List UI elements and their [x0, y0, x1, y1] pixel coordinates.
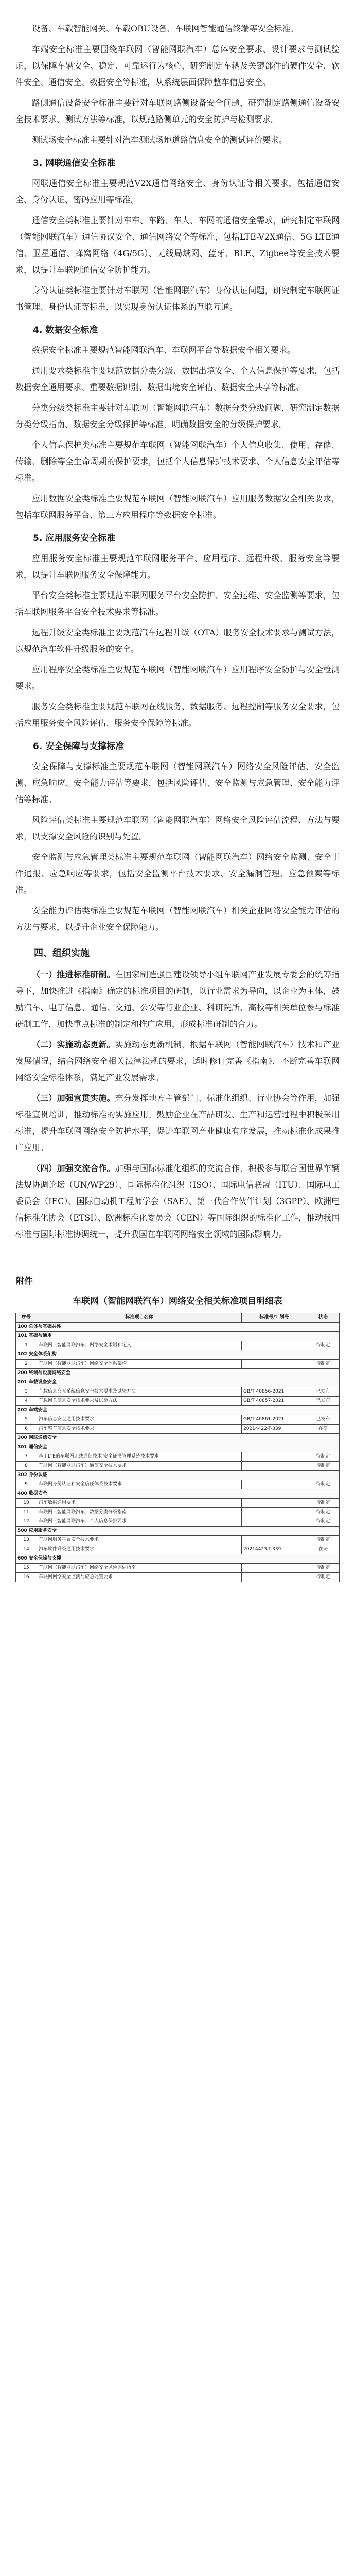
section-network-communication [15, 156, 340, 315]
cell-status: 已发布 [307, 1387, 340, 1397]
table-body [16, 1323, 340, 1582]
cell-code [242, 1517, 307, 1527]
table-row [16, 1480, 340, 1489]
column-header: 标准项目名称 [37, 1313, 242, 1323]
section-label: 102 安全体系架构 [16, 1350, 340, 1360]
paragraph: 车端安全标准主要围绕车联网（智能网联汽车）总体安全要求、设计要求与测试验证，以保障车辆安全、稳定、可靠运行为核心，研究制定车辆及关键部件的硬件安全、软件安全、通信安全、数据安全等标准，从系统层面保障整车信息安全。 [15, 44, 340, 87]
section-security-support [15, 739, 340, 936]
section-label: 302 身份认证 [16, 1471, 340, 1480]
table-section-row [16, 1489, 340, 1499]
paragraph: 数据安全标准主要规范智能网联汽车、车联网平台等数据安全相关要求。 [32, 345, 296, 355]
cell-status: 待制定 [307, 1462, 340, 1471]
paragraph [15, 1090, 340, 1156]
section-application-service [15, 531, 340, 732]
cell-status: 已发布 [307, 1415, 340, 1425]
table-row [16, 1499, 340, 1508]
paragraph-lead: （四）加强交流合作。 [32, 1163, 115, 1173]
cell-name: 车联网网络安全监测与应急处置要求 [37, 1573, 242, 1582]
paragraph: 通用要求类标准主要规范数据分类分级、数据出境安全、个人信息保护等要求，包括数据安全通用要求、重要数据识别、数据出境安全评估、数据安全共享等标准。 [15, 366, 340, 392]
cell-code [242, 1480, 307, 1489]
cell-status: 待制定 [307, 1573, 340, 1582]
paragraph: 身份认证类标准主要针对车联网（智能网联汽车）身份认证问题，研究制定车联网证书管理、身份认证等标准，以实现身份认证体系的互联互通。 [15, 285, 340, 312]
cell-code [242, 1564, 307, 1573]
cell-name: 车联网（智能网联汽车）网络安全风险评估指南 [37, 1564, 242, 1573]
column-header: 状态 [307, 1313, 340, 1323]
paragraph: 平台安全类标准主要规范车联网服务平台安全防护、安全运维、安全监测等要求，包括车联网服务平台安全技术要求等标准。 [15, 590, 340, 617]
cell-number: 5 [16, 1415, 37, 1425]
paragraph-lead: （二）实施动态更新。 [32, 1040, 115, 1049]
paragraph: 应用数据安全类标准主要规范车联网（智能网联汽车）应用服务数据安全相关要求，包括车联网服务平台、第三方应用程序等数据安全标准。 [15, 494, 340, 520]
cell-number: 9 [16, 1480, 37, 1489]
standards-table [15, 1313, 340, 1582]
table-row [16, 1508, 340, 1517]
cell-number: 13 [16, 1536, 37, 1545]
paragraph: 个人信息保护类标准主要规范车联网（智能网联汽车）个人信息收集、使用、存储、传输、删除等全生命周期的保护要求，包括个人信息保护技术要求、个人信息安全评估等标准。 [15, 440, 340, 483]
paragraph-lead: （三）加强宣贯实施。 [32, 1093, 115, 1103]
cell-status: 待制定 [307, 1452, 340, 1462]
cell-number: 11 [16, 1508, 37, 1517]
cell-code: GB/T 40856-2021 [242, 1387, 307, 1397]
table-row [16, 1536, 340, 1545]
section-label: 301 通信安全 [16, 1443, 340, 1452]
table-row [16, 1573, 340, 1582]
table-row [16, 1462, 340, 1471]
table-row [16, 1387, 340, 1397]
cell-name: 汽车信息安全通用技术要求 [37, 1415, 242, 1425]
cell-status: 待制定 [307, 1508, 340, 1517]
cell-name: 车联网（智能网联汽车）个人信息保护要求 [37, 1517, 242, 1527]
cell-name: 汽车数据通用要求 [37, 1499, 242, 1508]
cell-number: 2 [16, 1360, 37, 1369]
cell-code: GB/T 40861-2021 [242, 1415, 307, 1425]
column-header: 序号 [16, 1313, 37, 1323]
paragraph-text: 在国家制造强国建设领导小组车联网产业发展专委会的统筹指导下，加快推进《指南》确定的标准项目的研制，以行业需求为导向，以企业为主体，鼓励汽车、电子信息、通信、交通、公安等行业企业、科研院所、高校等相关单位参与标准研制工作，加快重点标准的制定和推广应用，形成标准研制的合力。 [15, 970, 340, 1029]
section-label: 202 车端安全 [16, 1406, 340, 1415]
cell-number: 7 [16, 1452, 37, 1462]
table-row [16, 1545, 340, 1554]
section-label: 500 应用服务安全 [16, 1527, 340, 1536]
cell-name: 车联网（智能网联汽车）数据分类分级指南 [37, 1508, 242, 1517]
paragraph: 应用服务安全标准主要规范车联网服务平台、应用程序、远程升级、服务安全等要求，以提升车联网服务安全保障能力。 [15, 553, 340, 580]
cell-code: 20214423-T-339 [242, 1545, 307, 1554]
table-section-row [16, 1554, 340, 1564]
document-body [15, 21, 340, 1582]
cell-status: 在研 [307, 1425, 340, 1434]
paragraph: 远程升级安全类标准主要规范汽车远程升级（OTA）服务安全技术要求与测试方法，以规范汽车软件升级服务的安全。 [15, 628, 340, 654]
cell-status: 待制定 [307, 1360, 340, 1369]
section-label: 400 数据安全 [16, 1489, 340, 1499]
paragraph-text: 加强与国际标准化组织的交流合作，积极参与联合国世界车辆法规协调论坛（UN/WP29）、国际标准化组织（ISO）、国际电信联盟（ITU）、国际电工委员会（IEC）、国际自动机工程师学会（SAE）、第三代合作伙伴计划（3GPP）、欧洲电信标准化协会（ETSI）、欧洲标准化委员会（CEN）等国际组织的标准化工作，推动我国标准与国际标准协调统一，提升我国在车联网网络安全领域的国际影响力。 [15, 1163, 340, 1239]
section-data-security [15, 323, 340, 523]
table-row [16, 1517, 340, 1527]
paragraph [15, 1037, 340, 1086]
paragraph-text: 实施动态更新机制，根据车联网（智能网联汽车）技术和产业发展情况，结合网络安全相关法律法规的要求，适时修订完善《指南》，不断完善车联网网络安全标准体系，满足产业发展需求。 [15, 1040, 340, 1082]
cell-name: 基于LTE的车联网无线通信技术 安全证书管理系统技术要求 [37, 1452, 242, 1462]
cell-name: 车联网（智能网联汽车）网络安全体系架构 [37, 1360, 242, 1369]
table-section-row [16, 1527, 340, 1536]
cell-name: 车联网服务平台安全技术要求 [37, 1536, 242, 1545]
cell-status: 在研 [307, 1545, 340, 1554]
cell-number: 6 [16, 1425, 37, 1434]
appendix-section [15, 1274, 340, 1582]
table-section-row [16, 1323, 340, 1332]
cell-number: 1 [16, 1341, 37, 1350]
cell-status: 已发布 [307, 1397, 340, 1406]
cell-name: 汽车软件升级通用技术要求 [37, 1545, 242, 1554]
cell-code [242, 1573, 307, 1582]
table-row [16, 1564, 340, 1573]
cell-code [242, 1452, 307, 1462]
cell-status: 待制定 [307, 1536, 340, 1545]
section-heading: 6. 安全保障与支撑标准 [33, 741, 125, 752]
cell-status: 待制定 [307, 1517, 340, 1527]
cell-code: GB/T 40857-2021 [242, 1397, 307, 1406]
table-section-row [16, 1369, 340, 1378]
cell-name: 车载信息交互系统信息安全技术要求及试验方法 [37, 1387, 242, 1397]
cell-number: 4 [16, 1397, 37, 1406]
cell-name: 车联网（智能网联汽车）通信安全技术要求 [37, 1462, 242, 1471]
cell-number: 10 [16, 1499, 37, 1508]
paragraph: 应用程序安全类标准主要规范车联网（智能网联汽车）应用程序安全防护与安全检测要求。 [15, 665, 340, 691]
cell-status: 待制定 [307, 1480, 340, 1489]
section-label: 200 终端与设施网络安全 [16, 1369, 340, 1378]
paragraph: 服务安全类标准主要规范车联网在线服务、数据服务、远程控制等服务安全要求，包括应用服务安全风险评估、服务安全保障等标准。 [15, 702, 340, 728]
appendix-label: 附件 [15, 1276, 33, 1286]
paragraph: 设备、车载智能网关、车载OBU设备、车联网智能通信终端等安全标准。 [32, 24, 299, 33]
section-heading: 3. 网联通信安全标准 [33, 158, 116, 168]
cell-status: 待制定 [307, 1341, 340, 1350]
chapter-heading: 四、组织实施 [34, 948, 90, 959]
cell-name: 车联网身份认证和安全信任体系技术要求 [37, 1480, 242, 1489]
cell-number: 12 [16, 1517, 37, 1527]
column-header: 标准号/计划号 [242, 1313, 307, 1323]
section-organization [15, 945, 340, 1243]
cell-name: 车载网关信息安全技术要求及试验方法 [37, 1397, 242, 1406]
cell-number: 8 [16, 1462, 37, 1471]
paragraph: 安全监测与应急管理类标准主要规范车联网（智能网联汽车）网络安全监测、安全事件通报、应急响应等要求，包括安全监测平台技术要求、安全漏洞管理、应急预案等标准。 [15, 852, 340, 895]
paragraph [15, 1160, 340, 1243]
section-label: 600 安全保障与支撑 [16, 1554, 340, 1564]
table-section-row [16, 1350, 340, 1360]
paragraph: 安全保障与支撑标准主要规范车联网（智能网联汽车）网络安全风险评估、安全监测、应急响应、安全能力评估等要求，包括风险评估、安全监测与应急管理、安全能力评估等标准。 [15, 761, 340, 804]
paragraph: 安全能力评估类标准主要规范车联网（智能网联汽车）相关企业网络安全能力评估的方法与要求，以提升企业安全保障能力。 [15, 906, 340, 932]
table-row [16, 1360, 340, 1369]
cell-number: 15 [16, 1564, 37, 1573]
table-header-row [16, 1313, 340, 1323]
cell-code [242, 1462, 307, 1471]
table-row [16, 1425, 340, 1434]
table-row [16, 1452, 340, 1462]
cell-number: 16 [16, 1573, 37, 1582]
cell-number: 14 [16, 1545, 37, 1554]
cell-status: 待制定 [307, 1499, 340, 1508]
cell-code: 20214422-T-339 [242, 1425, 307, 1434]
cell-number: 3 [16, 1387, 37, 1397]
section-label: 201 车载设备安全 [16, 1378, 340, 1387]
cell-code [242, 1536, 307, 1545]
table-row [16, 1415, 340, 1425]
paragraph: 分类分级类标准主要针对车联网（智能网联汽车）数据分类分级问题，研究制定数据分类分级指南、数据安全分级保护等标准，明确数据安全的分级保护要求。 [15, 403, 340, 429]
cell-status: 待制定 [307, 1564, 340, 1573]
paragraph: 网联通信安全标准主要规范V2X通信网络安全、身份认证等相关要求，包括通信安全、身份认证、密码应用等标准。 [15, 178, 340, 205]
cell-code [242, 1508, 307, 1517]
paragraph: 路侧通信设备安全标准主要针对车联网路侧设备安全问题，研究制定路侧通信设备安全技术要求、测试方法等标准，以规范路侧单元的安全防护与检测要求。 [15, 98, 340, 124]
section-heading: 5. 应用服务安全标准 [33, 533, 116, 544]
table-section-row [16, 1443, 340, 1452]
section-label: 101 基础与通用 [16, 1332, 340, 1341]
cell-code [242, 1341, 307, 1350]
paragraph-text: 充分发挥地方主管部门、标准化组织、行业协会等作用，加强标准宣贯培训，推动标准的实施应用。鼓励企业在产品研发、生产和运营过程中积极采用标准，提升车联网网络安全防护水平，促进车联网产业健康有序发展，推动标准化成果推广应用。 [15, 1093, 340, 1153]
cell-code [242, 1499, 307, 1508]
cell-name: 汽车整车信息安全技术要求 [37, 1425, 242, 1434]
table-section-row [16, 1434, 340, 1443]
appendix-table-title: 车联网（智能网联汽车）网络安全相关标准项目明细表 [73, 1296, 282, 1307]
table-section-row [16, 1378, 340, 1387]
table-section-row [16, 1471, 340, 1480]
paragraph [15, 967, 340, 1032]
section-label: 300 网联通信安全 [16, 1434, 340, 1443]
cell-name: 车联网（智能网联汽车）网络安全术语和定义 [37, 1341, 242, 1350]
paragraph-lead: （一）推进标准研制。 [32, 970, 115, 979]
paragraph: 通信安全类标准主要针对车车、车路、车人、车网的通信安全需求，研究制定车联网（智能网联汽车）通信协议安全、通信网络安全等标准，包括LTE-V2X通信、5G LTE通信、卫星通信、蜂窝网络（4G/5G）、无线局域网、蓝牙、BLE、Zigbee等安全技术要求，以提升车联网通信安全防护能力。 [15, 215, 340, 275]
table-section-row [16, 1406, 340, 1415]
table-row [16, 1341, 340, 1350]
table-row [16, 1397, 340, 1406]
table-section-row [16, 1332, 340, 1341]
cell-code [242, 1360, 307, 1369]
intro-section [15, 21, 340, 148]
paragraph: 风险评估类标准主要规范车联网（智能网联汽车）网络安全风险评估流程、方法与要求，以支撑安全风险的识别与处置。 [15, 815, 340, 841]
paragraph: 测试场安全标准主要针对汽车测试场地道路信息安全的测试评价要求。 [32, 135, 288, 145]
section-heading: 4. 数据安全标准 [33, 325, 98, 335]
section-label: 100 总体与基础共性 [16, 1323, 340, 1332]
